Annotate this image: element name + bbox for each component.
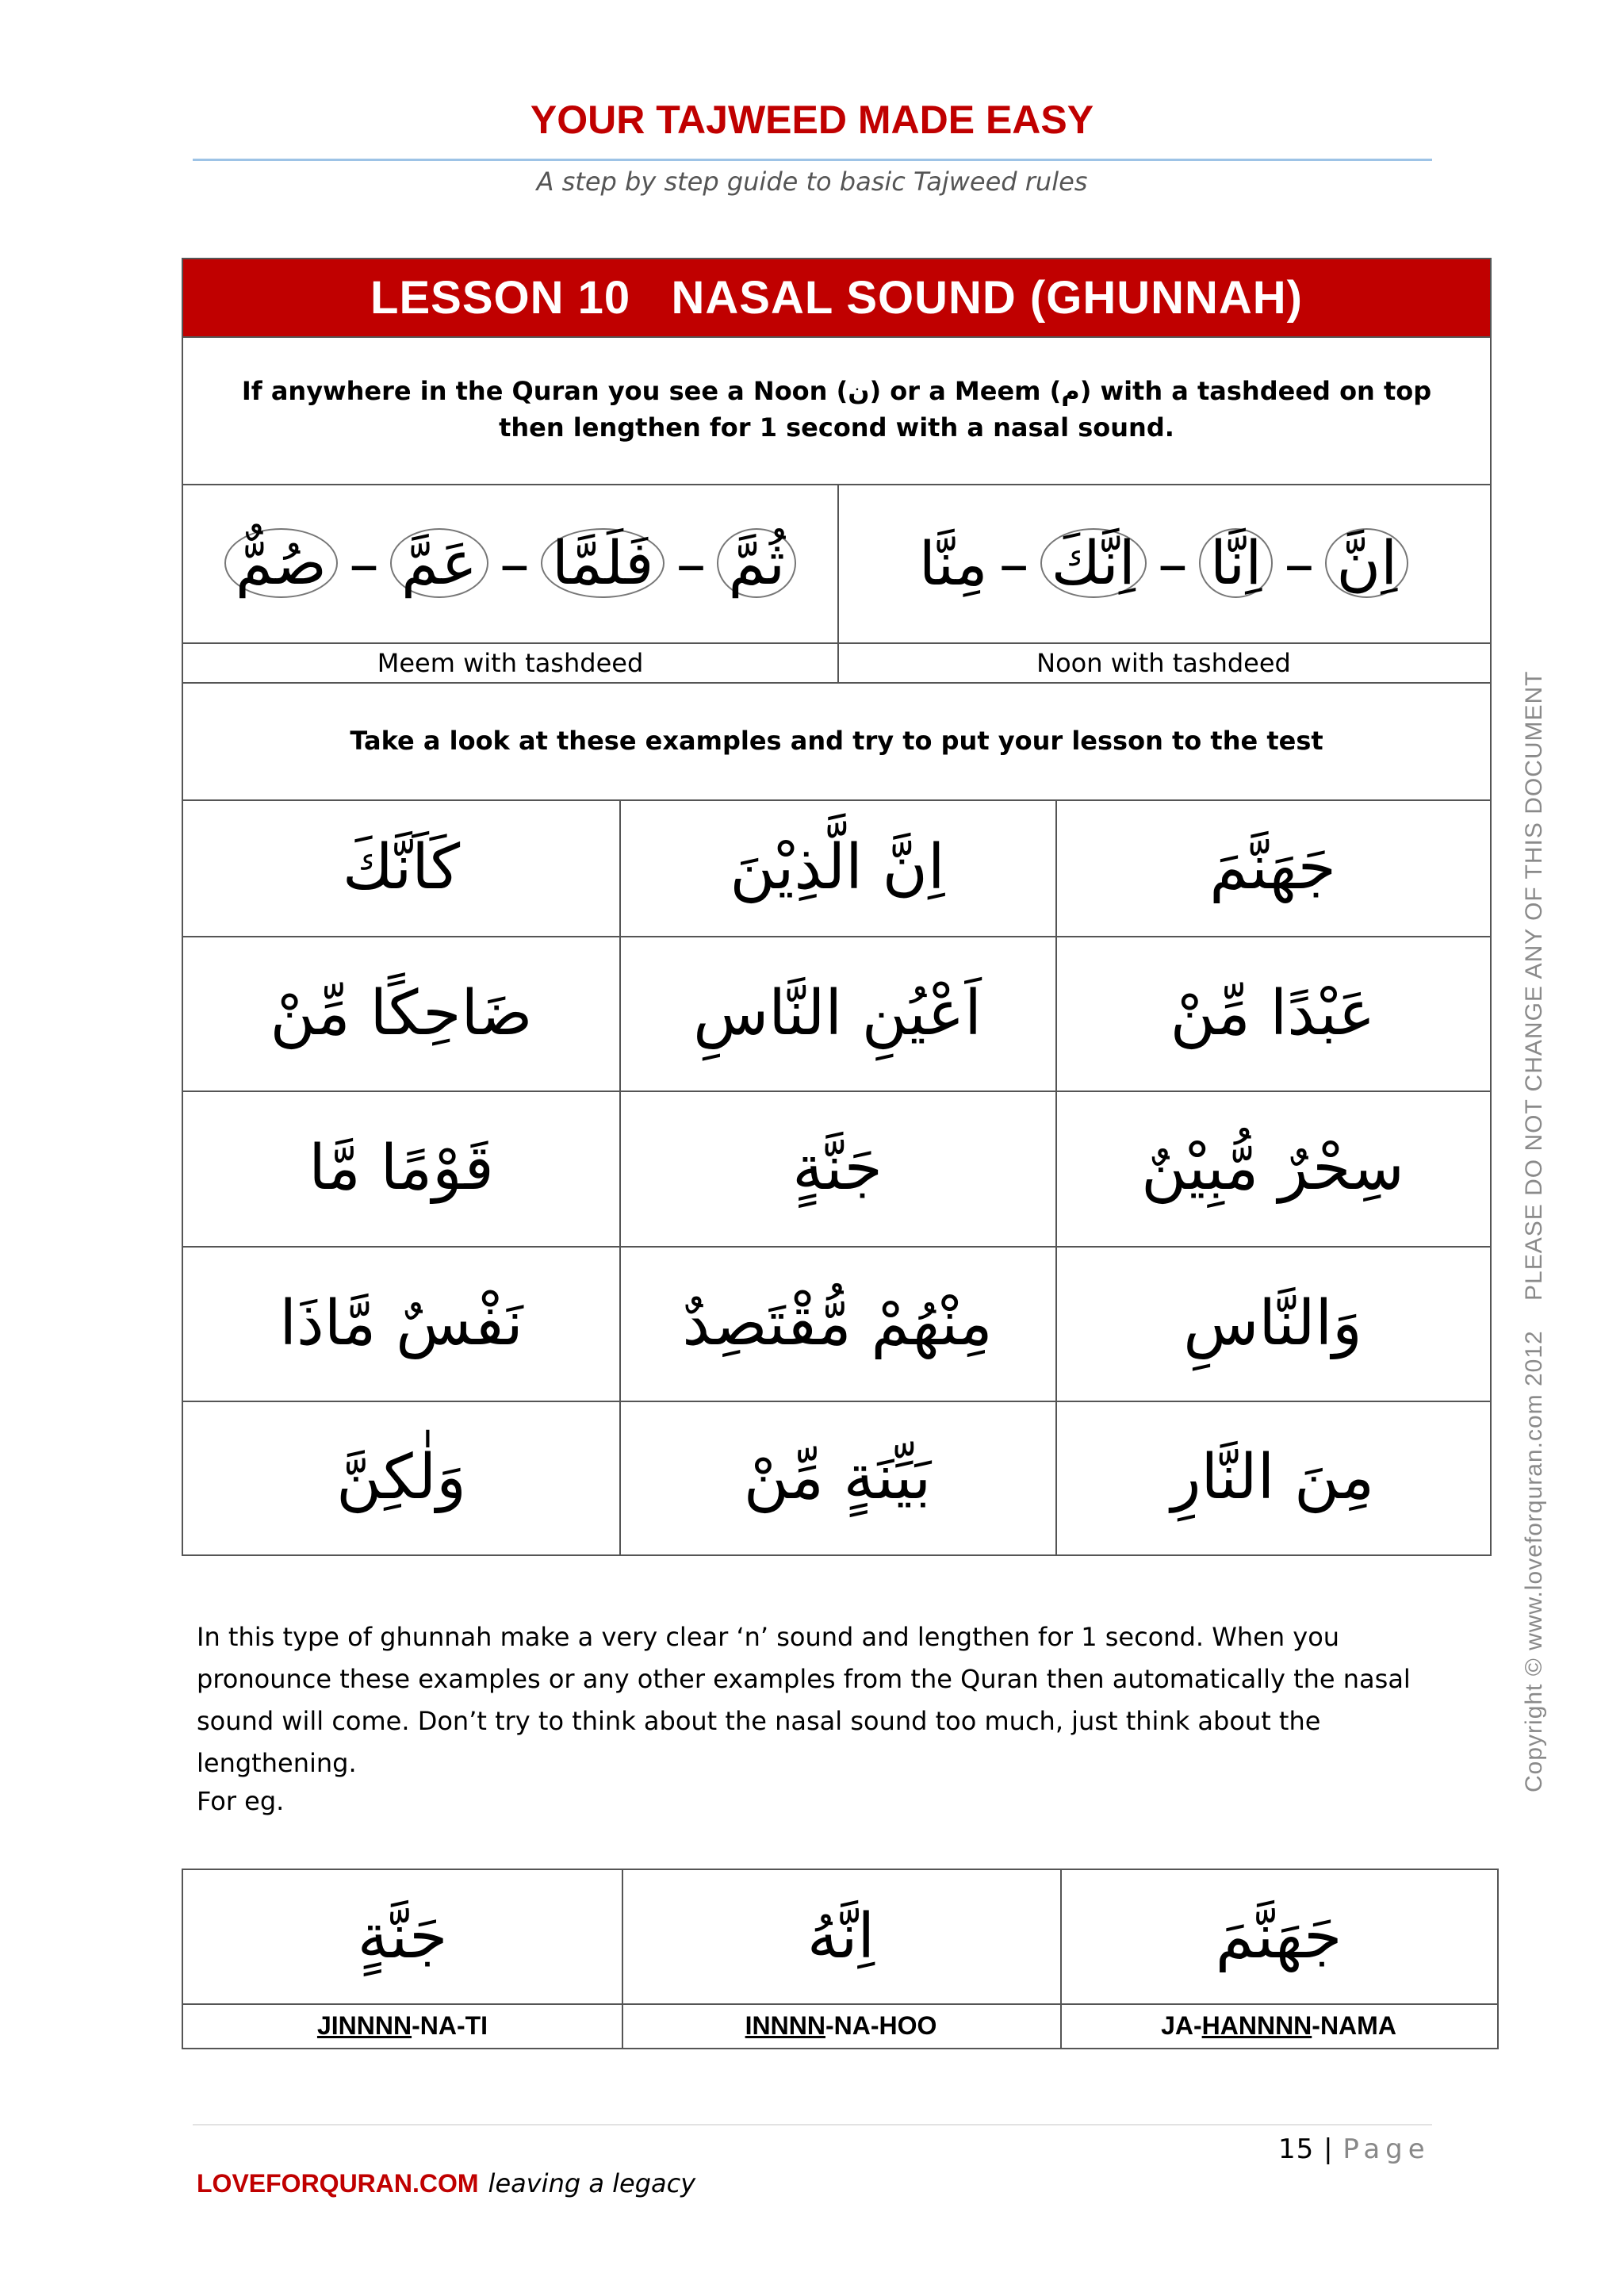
separator: –: [348, 527, 379, 599]
noon-caption: Noon with tashdeed: [1036, 648, 1291, 678]
test-prompt: Take a look at these examples and try to put your lesson to the test: [350, 726, 1323, 756]
intro-line-1: If anywhere in the Quran you see a Noon (ن) or a Meem (م) with a tashdeed on top: [241, 376, 1432, 406]
grid-word: وَلٰكِنَّ: [336, 1442, 466, 1513]
document-title: YOUR TAJWEED MADE EASY: [530, 98, 1094, 142]
page-number: 15 | Page: [1278, 2133, 1431, 2165]
intro-line-2: then lengthen for 1 second with a nasal sound.: [499, 412, 1174, 443]
lesson-heading: LESSON 10 NASAL SOUND (GHUNNAH): [183, 259, 1490, 338]
grid-word: بَيِّنَةٍ مِّنْ: [743, 1442, 932, 1513]
grid-word: مِنَ النَّارِ: [1170, 1442, 1375, 1513]
grid-word: اِنَّ الَّذِيْنَ: [730, 832, 945, 903]
grid-word: وَالنَّاسِ: [1183, 1287, 1362, 1359]
footer-divider: [193, 2124, 1432, 2125]
header-divider: [193, 159, 1432, 161]
footer-tagline: leaving a legacy: [488, 2168, 696, 2198]
grid-word: قَوْمًا مَّا: [308, 1133, 494, 1204]
copyright-notice: Copyright © www.loveforquran.com 2012 PLEASE DO NOT CHANGE ANY OF THIS DOCUMENT: [1521, 670, 1547, 1792]
separator: –: [1157, 527, 1188, 599]
lesson-intro: [183, 373, 1490, 446]
separator: –: [1284, 527, 1315, 599]
separator: –: [499, 527, 530, 599]
example-word: اِنَّهُ: [806, 1901, 875, 1972]
pronunciation-label: JA- HANNNN -NAMA: [1161, 2010, 1396, 2040]
noon-example: مِنَّا: [918, 527, 988, 599]
separator: –: [676, 527, 707, 599]
meem-examples: [183, 484, 837, 642]
meem-example: فَلَمَّا: [541, 528, 665, 598]
meem-example: عَمَّ: [390, 528, 488, 598]
example-word: جَهَنَّمَ: [1215, 1901, 1342, 1972]
noon-examples: [837, 484, 1490, 642]
meem-example: صُمٌّ: [224, 528, 338, 598]
grid-word: كَاَنَّكَ: [342, 832, 461, 903]
noon-example: اِنَّكَ: [1040, 528, 1147, 598]
pronunciation-label: INNNN -NA-HOO: [745, 2010, 937, 2040]
grid-word: جَهَنَّمَ: [1209, 832, 1336, 903]
grid-word: ضَاحِكًا مِّنْ: [270, 977, 533, 1049]
grid-word: اَعْيُنِ النَّاسِ: [693, 977, 982, 1049]
noon-example: اِنَّ: [1325, 528, 1408, 598]
meem-caption: Meem with tashdeed: [377, 648, 644, 678]
for-example-label: For eg.: [197, 1786, 285, 1816]
grid-word: مِنْهُمْ مُّقْتَصِدٌ: [682, 1287, 993, 1359]
grid-word: نَفْسٌ مَّاذَا: [279, 1287, 523, 1359]
explanation-paragraph: In this type of ghunnah make a very clear ‘n’ sound and lengthen for 1 second. When you pronounce these examples or any other examples from the Quran then automatically the nasal sound will come. Don’t try to think about the nasal sound too much, just think about the lengthening.: [197, 1622, 1411, 1778]
separator: –: [998, 527, 1029, 599]
example-word: جَنَّةٍ: [357, 1901, 448, 1972]
grid-word: سِحْرٌ مُّبِيْنٌ: [1141, 1133, 1404, 1204]
footer: [197, 2168, 695, 2198]
document-subtitle: A step by step guide to basic Tajweed rules: [536, 167, 1088, 197]
lesson-table: [182, 258, 1492, 1556]
meem-example: ثُمَّ: [717, 528, 796, 598]
pronunciation-label: JINNNN -NA-TI: [316, 2010, 488, 2040]
noon-example: اِنَّا: [1199, 528, 1273, 598]
grid-word: جَنَّةٍ: [792, 1133, 883, 1204]
pronunciation-table: [182, 1869, 1499, 2049]
grid-word: عَبْدًا مِّنْ: [1170, 977, 1376, 1049]
footer-brand: LOVEFORQURAN.COM: [197, 2169, 479, 2198]
